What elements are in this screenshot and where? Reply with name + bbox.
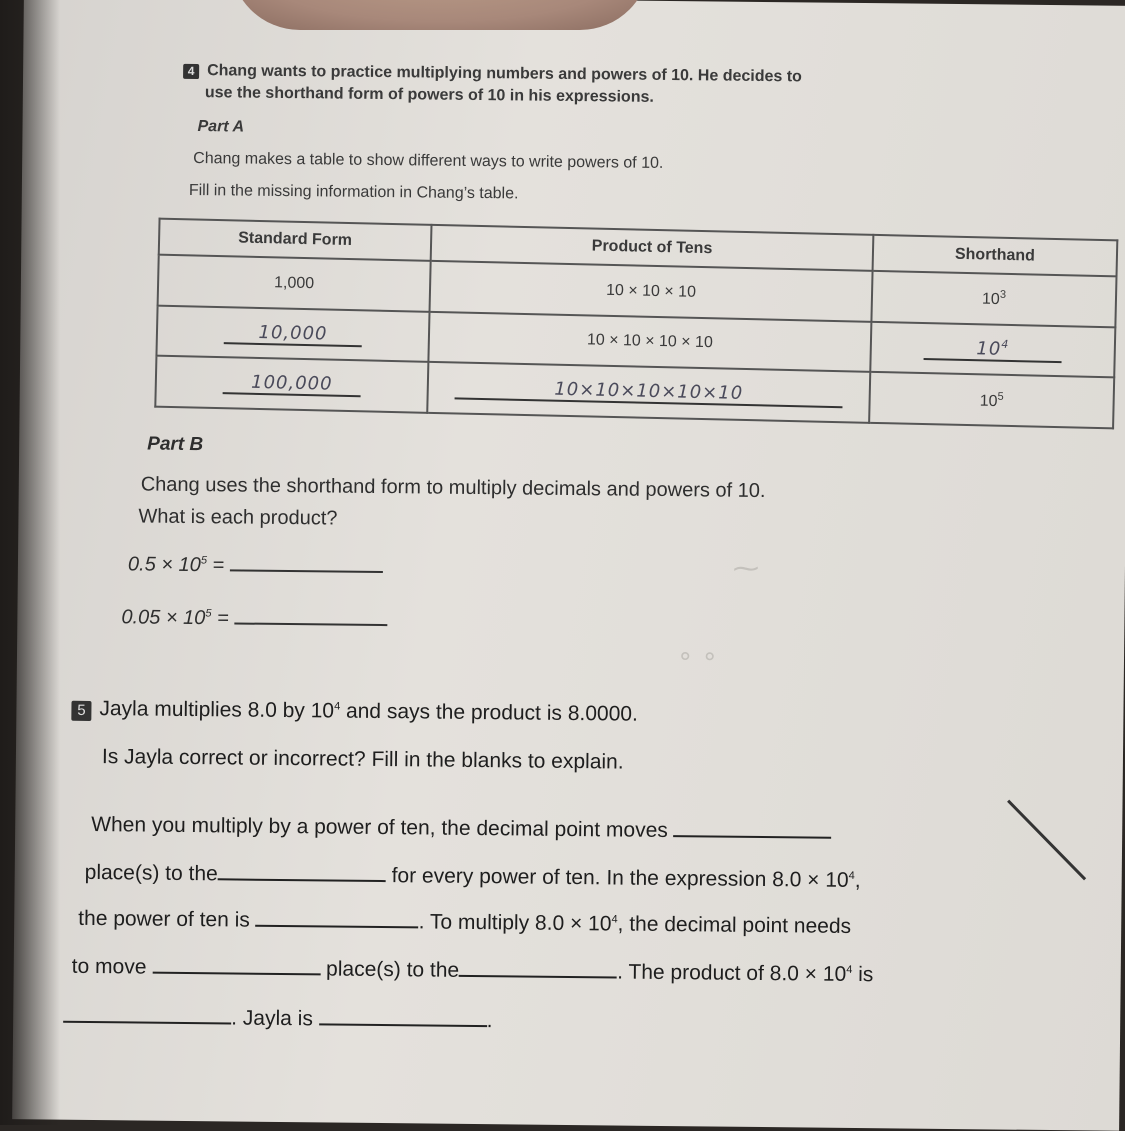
cell-shorthand-blank[interactable]: [870, 322, 1115, 378]
faint-scratch-work: ∘ ∘: [676, 641, 719, 672]
header-product-of-tens: Product of Tens: [431, 225, 874, 271]
cell-shorthand: [869, 372, 1114, 428]
cell-standard-blank[interactable]: [155, 356, 428, 413]
blank-places-moved[interactable]: [674, 835, 832, 839]
shorthand-exponent: 3: [999, 289, 1007, 302]
part-a-line-2: Fill in the missing information in Chang’s table.: [188, 181, 519, 203]
answer-blank-1[interactable]: [230, 569, 383, 573]
shorthand-base: 10: [981, 291, 1000, 309]
faint-scratch-work: ⁓: [732, 553, 760, 584]
handwritten-answer: 100,000: [223, 371, 361, 397]
part-b-expression-2: $0.05 \times 10^5$ =: [121, 606, 387, 632]
shorthand-base: 10: [979, 392, 998, 410]
cell-standard: 1,000: [158, 255, 431, 312]
question-4-prompt: [183, 60, 943, 112]
answer-blank-2[interactable]: [234, 622, 387, 626]
cell-standard-blank[interactable]: [156, 306, 429, 363]
fill-in-sentence-2: place(s) to the for every power of ten. In the expression $8.0 \times 10^4$,: [84, 860, 861, 893]
question-5-number: 5: [71, 701, 91, 721]
part-a-label: Part A: [197, 118, 245, 136]
part-b-line-2: What is each product?: [138, 505, 338, 530]
handwritten-answer: 10,000: [224, 321, 362, 347]
part-a-line-1: Chang makes a table to show different ways to write powers of 10.: [193, 150, 664, 172]
header-shorthand: Shorthand: [873, 235, 1118, 277]
cell-product-blank[interactable]: [427, 362, 870, 423]
finger-in-frame: [230, 0, 650, 30]
blank-power-of-ten[interactable]: [256, 925, 419, 929]
question-4-line-2: use the shorthand form of powers of 10 in his expressions.: [204, 84, 654, 106]
part-b-label: Part B: [147, 433, 204, 456]
question-4-number: 4: [183, 64, 199, 79]
page-crease: [1007, 800, 1086, 881]
question-5-prompt: 5 Jayla multiplies 8.0 by $10^4$ and says the product is 8.0000.: [71, 697, 638, 727]
fill-in-sentence-5: . Jayla is .: [63, 1005, 493, 1033]
fill-in-sentence-4: to move place(s) to the . The product of $8.0 \times 10^4$ is: [71, 954, 874, 987]
part-b-line-1: Chang uses the shorthand form to multiply decimals and powers of 10.: [140, 473, 766, 503]
fill-in-sentence-3: the power of ten is . To multiply $8.0 \times 10^4$, the decimal point needs: [78, 906, 852, 938]
blank-product[interactable]: [63, 1021, 231, 1025]
cell-shorthand: [871, 271, 1116, 327]
blank-places-count[interactable]: [152, 972, 320, 976]
shorthand-exponent: 5: [997, 390, 1004, 403]
powers-of-ten-table: [154, 218, 1118, 430]
handwritten-answer: 10×10×10×10×10: [455, 377, 843, 409]
part-b-expression-1: $0.5 \times 10^5$ =: [128, 553, 383, 579]
handwritten-answer: $10^4$: [924, 336, 1063, 363]
blank-direction[interactable]: [218, 878, 386, 882]
question-4-line-1: Chang wants to practice multiplying numbers and powers of 10. He decides to: [207, 62, 802, 86]
cell-product: 10 × 10 × 10 × 10: [428, 312, 871, 373]
question-5-line-2: Is Jayla correct or incorrect? Fill in the blanks to explain.: [101, 745, 624, 774]
cell-product: 10 × 10 × 10: [430, 261, 873, 322]
background-shadow: [0, 0, 60, 1125]
blank-direction-2[interactable]: [459, 975, 617, 979]
header-standard-form: Standard Form: [159, 219, 432, 262]
blank-correct-incorrect[interactable]: [319, 1023, 487, 1027]
worksheet-page: [12, 0, 1125, 1131]
fill-in-sentence-1: When you multiply by a power of ten, the decimal point moves: [91, 813, 832, 845]
